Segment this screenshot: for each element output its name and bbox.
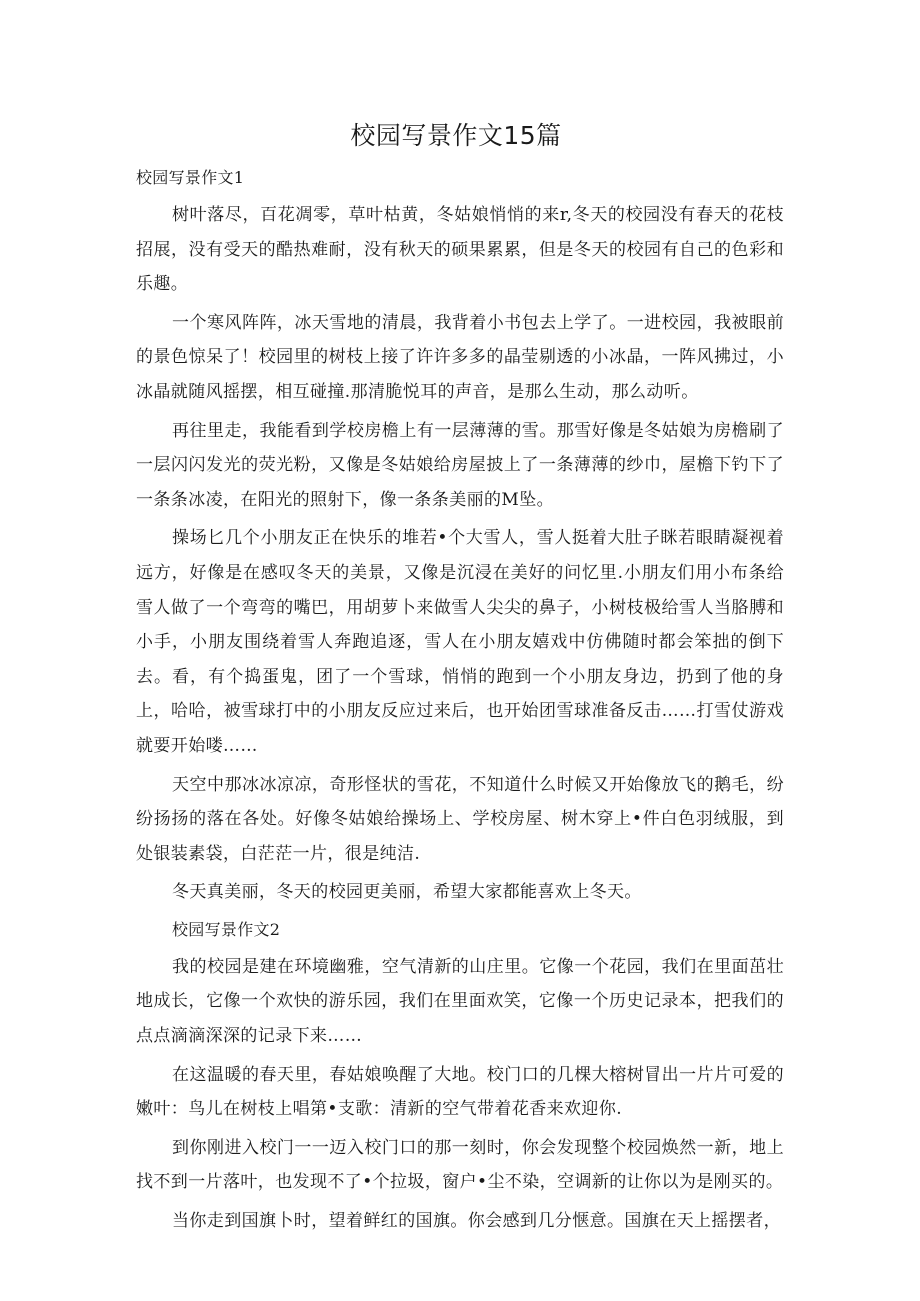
paragraph: 树叶落尽，百花凋零，草叶枯黄，冬姑娘悄悄的来r,冬天的校园没有春天的花枝招展，没有受天的酷热难耐，没有秋天的硕果累累，但是冬天的校园有自己的色彩和乐趣。	[136, 205, 784, 295]
paragraph: 冬天真美丽，冬天的校园更美丽，希望大家都能喜欢上冬天。	[172, 882, 642, 903]
paragraph: 到你刚进入校门一一迈入校门口的那一刻时，你会发现整个校园焕然一新，地上找不到一片落叶，也发现不了•个拉圾，窗户•尘不染，空调新的让你以为是刚买的。	[136, 1137, 784, 1193]
paragraph: 操场匕几个小朋友正在快乐的堆若•个大雪人，雪人挺着大肚子眯若眼睛凝视着远方，好像是在感叹冬天的美景，又像是沉浸在美好的问忆里.小朋友们用小布条给雪人做了一个弯弯的嘴巴，用胡萝卜来做雪人尖尖的鼻子，小树枝极给雪人当胳膊和小手，小朋友围绕着雪人奔跑追逐，雪人在小朋友嬉戏中仿佛随时都会笨拙的倒下去。看，有个捣蛋鬼，团了一个雪球，悄悄的跑到一个小朋友身边，扔到了他的身上，哈哈，被雪球打中的小朋友反应过来后，也开始团雪球准备反击……打雪仗游戏就要开始喽……	[136, 528, 784, 756]
document-title: 校园写景作文15篇	[350, 121, 562, 150]
paragraph: 当你走到国旗卜时，望着鲜红的国旗。你会感到几分惬意。国旗在天上摇摆者，	[172, 1211, 781, 1232]
paragraph: 天空中那冰冰凉凉，奇形怪状的雪花，不知道什么时候又开始像放飞的鹅毛，纷纷扬扬的落在各处。好像冬姑娘给操场上、学校房屋、树木穿上•件白色羽绒服，到处银装素袋，白茫茫一片，很是纯洁.	[136, 774, 784, 864]
paragraph: 再往里走，我能看到学校房檐上有一层薄薄的雪。那雪好像是冬姑娘为房檐刷了一层闪闪发光的荧光粉，又像是冬姑娘给房屋披上了一条薄薄的纱巾，屋檐下钓下了一条条冰凌，在阳光的照射下，像一条条美丽的M坠。	[136, 420, 784, 510]
paragraph: 一个寒风阵阵，冰天雪地的清晨，我背着小书包去上学了。一进校园，我被眼前的景色惊呆了！校园里的树枝上接了许许多多的晶莹剔透的小冰晶，一阵风拂过，小冰晶就随风摇摆，相互碰撞.那清脆悦耳的声音，是那么生动，那么动听。	[136, 312, 784, 402]
section-heading: 校园写景作文1	[136, 168, 245, 187]
paragraph: 我的校园是建在环境幽雅，空气清新的山庄里。它像一个花园，我们在里面茁壮地成长，它像一个欢快的游乐园，我们在里面欢笑，它像一个历史记录本，把我们的点点滴滴深深的记录下来……	[136, 956, 784, 1047]
section-heading: 校园写景作文2	[172, 919, 281, 939]
paragraph: 在这温暖的春天里，春姑娘唤醒了大地。校门口的几棵大榕树冒出一片片可爱的嫩叶：鸟儿在树枝上唱第•支歌：清新的空气带着花香来欢迎你.	[136, 1064, 784, 1120]
document-body	[136, 162, 784, 1243]
